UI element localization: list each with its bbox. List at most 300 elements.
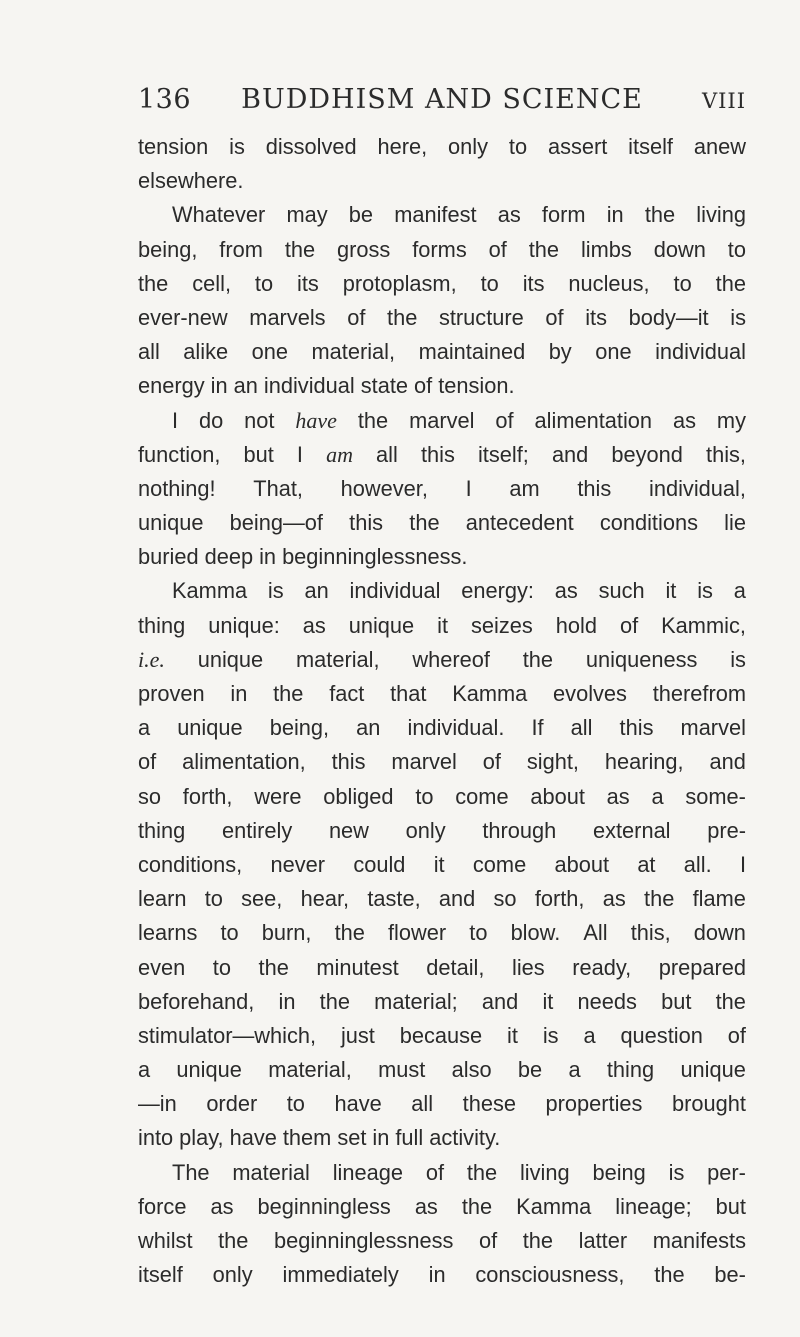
word: the (528, 236, 560, 262)
word: burn, (261, 920, 312, 946)
word: beforehand, (138, 988, 255, 1014)
word: this (577, 475, 612, 501)
text-line (138, 506, 746, 540)
word: external (592, 817, 671, 843)
word: full (395, 1125, 424, 1151)
word: lineage (332, 1159, 404, 1185)
word: the (466, 1159, 498, 1185)
word: do (198, 407, 224, 433)
text-line (138, 438, 746, 472)
word: but (243, 441, 274, 467)
word: order (206, 1091, 258, 1117)
word: be- (714, 1262, 746, 1288)
word: obliged (323, 783, 394, 809)
word: set (337, 1125, 367, 1151)
word: is (697, 578, 713, 604)
word: have (334, 1091, 382, 1117)
word: proven (138, 681, 205, 706)
word: the (644, 202, 676, 228)
word: only (405, 817, 446, 843)
word: pre- (707, 817, 746, 843)
word: the (319, 988, 350, 1014)
word: a (583, 1022, 596, 1048)
word: marvels (249, 304, 326, 330)
word: one (595, 339, 632, 365)
word: so (493, 886, 517, 912)
word: lineage; (615, 1193, 692, 1219)
word: entirely (221, 817, 293, 843)
word: never (270, 851, 326, 877)
word: ever-new (138, 304, 228, 330)
running-title: BUDDHISM AND SCIENCE (241, 84, 643, 115)
word: unique (348, 612, 415, 638)
word: individual (655, 339, 746, 365)
text-line (138, 609, 746, 643)
word: an (304, 578, 329, 604)
word: the (273, 681, 304, 706)
word: whilst (138, 1228, 193, 1253)
word: manifest (394, 202, 477, 228)
word: and (551, 441, 589, 467)
word: I (739, 851, 746, 877)
word: must (378, 1057, 426, 1083)
word: flame (692, 886, 746, 912)
word: to (286, 1091, 305, 1117)
word: the (715, 270, 746, 296)
text-line (138, 267, 746, 301)
word: in (230, 681, 248, 706)
text-line (138, 643, 746, 677)
word: it (542, 988, 554, 1014)
word: minutest (316, 954, 399, 980)
word: therefrom (652, 681, 746, 706)
word: come (472, 851, 527, 877)
word: force (138, 1193, 187, 1219)
word: manifests (652, 1228, 746, 1253)
word: this (331, 749, 366, 775)
text-line (138, 164, 746, 198)
word: of (482, 749, 501, 775)
word: it (507, 1022, 518, 1048)
word: of (138, 749, 157, 775)
word: but (661, 988, 692, 1014)
word: the (357, 407, 389, 433)
word: an (356, 715, 381, 741)
word: tension. (438, 373, 515, 399)
word: so (138, 783, 162, 809)
word: and (438, 886, 476, 912)
text-line (138, 574, 746, 608)
word: cell, (192, 270, 231, 296)
text-line (138, 1019, 746, 1053)
word: learns (138, 920, 198, 946)
word: of (619, 612, 639, 638)
word: buried (138, 544, 199, 570)
word: only (212, 1262, 253, 1288)
text-line (138, 882, 746, 916)
text-line (138, 677, 746, 711)
word: could (353, 851, 406, 877)
word: elsewhere. (138, 168, 244, 194)
word: learn (138, 886, 187, 912)
word: this, (630, 920, 671, 946)
word: individual (263, 373, 355, 399)
word: I (172, 407, 179, 433)
word: itself; (477, 441, 529, 467)
italic-word: have (295, 407, 337, 433)
word: to (204, 886, 223, 912)
word: unique: (208, 612, 280, 638)
word: fact (329, 681, 365, 706)
word: that (390, 681, 427, 706)
word: down (653, 236, 706, 262)
text-line (138, 369, 746, 403)
word: of (425, 1159, 445, 1185)
word: uniqueness (585, 646, 698, 672)
page-number: 136 (138, 84, 192, 115)
word: question (620, 1022, 703, 1048)
word: this (619, 715, 654, 741)
word: whereof (412, 646, 490, 672)
word: am (509, 475, 540, 501)
word: energy: (461, 578, 534, 604)
word: an (233, 373, 258, 399)
word: be (348, 202, 374, 228)
word: anew (693, 134, 746, 159)
word: a (138, 715, 151, 741)
word: All (583, 920, 608, 946)
word: assert (547, 134, 608, 159)
text-line (138, 472, 746, 506)
word: a (568, 1057, 581, 1083)
word: sight, (526, 749, 579, 775)
word: but (715, 1193, 746, 1219)
word: this (349, 510, 384, 536)
word: individual, (648, 475, 746, 501)
text-line (138, 1258, 746, 1292)
word: forth, (182, 783, 233, 809)
word: the (644, 886, 675, 912)
word: its (297, 270, 319, 296)
word: its (585, 304, 608, 330)
word: marvel (409, 407, 475, 433)
word: conditions (599, 510, 698, 536)
word: as (672, 407, 696, 433)
text-line (138, 540, 746, 574)
word: is (542, 1022, 559, 1048)
word: to (508, 134, 528, 159)
word: only (448, 134, 489, 159)
word: a (138, 1057, 151, 1083)
text-line (138, 198, 746, 232)
word: about (554, 851, 610, 877)
word: the (258, 954, 289, 980)
word: marvel (391, 749, 457, 775)
word: lie (724, 510, 746, 536)
word: as (414, 1193, 438, 1219)
word: dissolved (265, 134, 357, 159)
word: energy (138, 373, 205, 399)
word: —in (138, 1091, 177, 1117)
chapter-number: VIII (701, 89, 746, 113)
word: needs (577, 988, 637, 1014)
word: material (232, 1159, 310, 1185)
word: by (548, 339, 572, 365)
word: just (340, 1022, 375, 1048)
word: I (296, 441, 303, 467)
word: unique (177, 715, 243, 741)
word: in (210, 373, 228, 399)
word: beyond (611, 441, 683, 467)
word: in (606, 202, 624, 228)
word: all. (683, 851, 712, 877)
word: properties (545, 1091, 643, 1117)
word: new (328, 817, 369, 843)
word: is (668, 1159, 685, 1185)
word: as (606, 783, 630, 809)
word: from (219, 236, 263, 262)
word: forth, (534, 886, 585, 912)
text-line (138, 951, 746, 985)
word: thing (138, 817, 186, 843)
word: were (254, 783, 302, 809)
text-line (138, 404, 746, 438)
word: about (530, 783, 585, 809)
word: unique (680, 1057, 746, 1083)
word: may (286, 202, 328, 228)
word: prepared (658, 954, 746, 980)
word: immediately (282, 1262, 399, 1288)
word: through (482, 817, 557, 843)
word: material, (295, 646, 380, 672)
word: structure (438, 304, 524, 330)
word: them (282, 1125, 332, 1151)
word: not (244, 407, 275, 433)
word: the (654, 1262, 685, 1288)
text-line (138, 301, 746, 335)
word: hold (555, 612, 598, 638)
word: into (138, 1125, 174, 1151)
word: is (730, 646, 746, 672)
word: deep (204, 544, 254, 570)
word: Kamma (516, 1193, 592, 1219)
word: at (637, 851, 656, 877)
body-text (138, 130, 746, 1292)
word: Whatever (172, 202, 266, 228)
word: and (481, 988, 519, 1014)
word: of (347, 304, 366, 330)
word: latter (578, 1228, 628, 1253)
word: in (278, 988, 296, 1014)
word: lies (511, 954, 545, 980)
word: alimentation, (182, 749, 306, 775)
word: individual. (407, 715, 505, 741)
word: some- (685, 783, 746, 809)
word: to (469, 920, 488, 946)
word: it (665, 578, 677, 604)
word: per- (707, 1159, 746, 1185)
word: alike (183, 339, 229, 365)
word: form (541, 202, 586, 228)
running-header (138, 84, 746, 124)
word: limbs (580, 236, 632, 262)
word: the (387, 304, 418, 330)
word: such (598, 578, 645, 604)
word: flower (388, 920, 447, 946)
word: my (716, 407, 746, 433)
word: marvel (680, 715, 746, 741)
word: the (715, 988, 746, 1014)
word: it (437, 612, 449, 638)
word: consciousness, (475, 1262, 625, 1288)
word: itself (138, 1262, 183, 1288)
word: of (414, 373, 433, 399)
text-line (138, 711, 746, 745)
word: the (409, 510, 440, 536)
word: have (229, 1125, 277, 1151)
word: is (229, 134, 245, 159)
word: as (554, 578, 578, 604)
word: of (727, 1022, 746, 1048)
word: even (138, 954, 186, 980)
italic-word: am (326, 441, 353, 467)
word: the (522, 646, 554, 672)
word: to (254, 270, 274, 296)
word: a (651, 783, 664, 809)
word: tension (138, 134, 209, 159)
word: Kamma (452, 681, 528, 706)
word: material, (311, 339, 396, 365)
word: taste, (367, 886, 421, 912)
word: all (376, 441, 398, 467)
word: individual (349, 578, 441, 604)
word: Kammic, (661, 612, 746, 638)
word: the (461, 1193, 493, 1219)
text-line (138, 335, 746, 369)
text-line (138, 814, 746, 848)
word: Kamma (172, 578, 248, 604)
word: detail, (426, 954, 485, 980)
text-line (138, 985, 746, 1019)
word: maintained (418, 339, 526, 365)
word: seizes (471, 612, 533, 638)
text-line (138, 233, 746, 267)
word: state (360, 373, 409, 399)
word: play, (179, 1125, 224, 1151)
word: see, (241, 886, 283, 912)
word: antecedent (465, 510, 574, 536)
word: however, (340, 475, 428, 501)
word: alimentation (534, 407, 653, 433)
word: of (495, 407, 514, 433)
word: the (522, 1228, 554, 1253)
word: to (415, 783, 434, 809)
text-line (138, 1053, 746, 1087)
word: unique (176, 1057, 242, 1083)
word: come (455, 783, 509, 809)
word: The (172, 1159, 210, 1185)
word: the (218, 1228, 249, 1253)
word: all (570, 715, 593, 741)
text-line (138, 916, 746, 950)
word: all (138, 339, 160, 365)
word: to (727, 236, 746, 262)
word: stimulator—which, (138, 1022, 317, 1048)
word: brought (672, 1091, 746, 1117)
word: of (478, 1228, 498, 1253)
word: material; (374, 988, 458, 1014)
word: beginningless (257, 1193, 391, 1219)
word: be (517, 1057, 543, 1083)
word: unique (197, 646, 264, 672)
word: blow. (510, 920, 561, 946)
word: to (480, 270, 499, 296)
word: hear, (300, 886, 350, 912)
text-line (138, 780, 746, 814)
word: is (267, 578, 284, 604)
word: nucleus, (568, 270, 650, 296)
word: thing (606, 1057, 655, 1083)
word: in (428, 1262, 446, 1288)
word: body—it (628, 304, 709, 330)
italic-word: i.e. (138, 646, 165, 672)
word: to (673, 270, 692, 296)
word: to (212, 954, 231, 980)
word: That, (253, 475, 303, 501)
text-line (138, 1190, 746, 1224)
word: of (545, 304, 564, 330)
word: being—of (229, 510, 323, 536)
text-line (138, 1224, 746, 1258)
word: being, (269, 715, 330, 741)
word: hearing, (604, 749, 684, 775)
word: as (497, 202, 521, 228)
word: as (210, 1193, 234, 1219)
text-line (138, 130, 746, 164)
word: to (220, 920, 239, 946)
word: If (531, 715, 544, 741)
word: all (411, 1091, 434, 1117)
word: it (433, 851, 445, 877)
word: a (733, 578, 746, 604)
word: the (284, 236, 316, 262)
word: beginninglessness (274, 1228, 454, 1253)
word: one (251, 339, 288, 365)
word: material, (268, 1057, 352, 1083)
word: in (372, 1125, 390, 1151)
text-line (138, 1156, 746, 1190)
word: conditions, (138, 851, 243, 877)
word: function, (138, 441, 221, 467)
word: thing (138, 612, 186, 638)
word: unique (138, 510, 204, 536)
word: nothing! (138, 475, 216, 501)
word: this (420, 441, 455, 467)
word: this, (706, 441, 746, 467)
text-line (138, 1121, 746, 1155)
word: being, (138, 236, 198, 262)
word: the (138, 270, 169, 296)
word: because (399, 1022, 483, 1048)
word: I (465, 475, 472, 501)
text-line (138, 848, 746, 882)
word: being (592, 1159, 646, 1185)
word: its (522, 270, 545, 296)
word: evolves (553, 681, 627, 706)
word: protoplasm, (342, 270, 457, 296)
text-line (138, 745, 746, 779)
word: forms (412, 236, 467, 262)
